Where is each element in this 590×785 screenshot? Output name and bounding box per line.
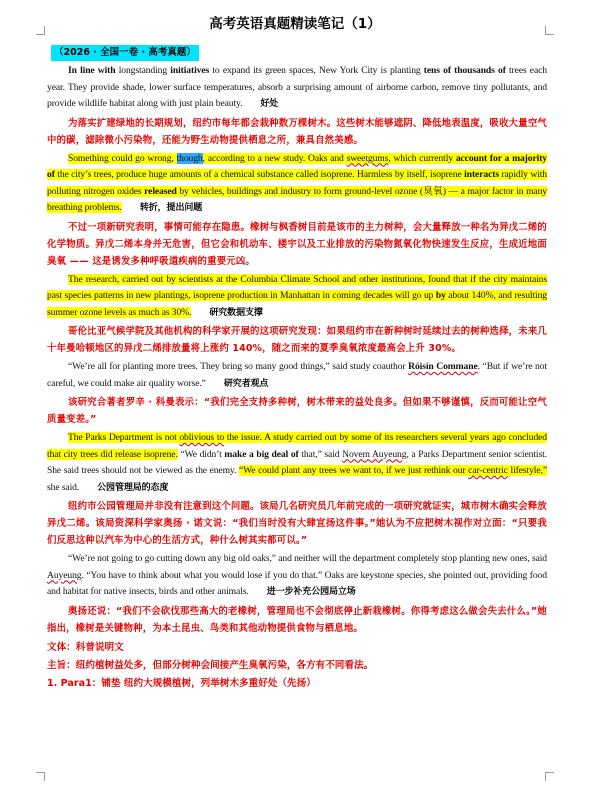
margin-note: 研究者观点 <box>223 378 269 389</box>
exam-source-tag: （2026 · 全国一卷 · 高考真题） <box>51 45 199 61</box>
chinese-translation-2: 不过一项新研究表明，事情可能存在隐患。橡树与枫香树目前是该市的主力树种，会大量释放一种名为异戊二烯的化学物质。异戊二烯本身并无危害，但它会和机动车、楼宇以及工业排放的污染物氮氧化物快速发生反应，生成近地面臭氧 —— 这是诱发多种呼吸道疾病的重要元凶。 <box>47 221 547 267</box>
document-body <box>47 42 547 693</box>
main-idea-line: 主旨：纽约植树益处多，但部分树种会间接产生臭氧污染，各方有不同看法。 <box>47 659 374 671</box>
chinese-translation-4: 该研究合著者罗辛 · 科曼表示：“我们完全支持多种树，树木带来的益处良多。但如果不够谨慎，反而可能让空气质量变差。” <box>47 397 547 425</box>
margin-note: 研究数据支撑 <box>209 307 263 318</box>
margin-note: 公园管理局的态度 <box>97 482 169 493</box>
english-paragraph-3: The research, carried out by scientists at the Columbia Climate School and other institutions, found that if the city maintains past species patterns in new plantings, isoprene production in Manhattan in coming decades will go up by about 140%, and resulting summer ozone levels as much as 30%. 研究数据支撑 <box>47 273 547 318</box>
text-type-line: 文体：科普说明文 <box>47 641 124 653</box>
margin-note: 转折，提出问题 <box>139 203 203 213</box>
chinese-translation-3: 哥伦比亚气候学院及其他机构的科学家开展的这项研究发现：如果纽约市在新种树时延续过去的树种选择，未来几十年曼哈顿地区的异戊二烯排放量将上涨约 140%，随之而来的夏季臭氧浓度最高会上升 30%。 <box>47 326 547 354</box>
english-paragraph-4: “We’re all for planting more trees. They bring so many good things,” said study coauthor Róisín Commane. “But if we’re not careful, we could make air quality worse.” 研究者观点 <box>47 361 547 389</box>
margin-note: 好处 <box>260 99 279 109</box>
chinese-translation-5: 纽约市公园管理局并非没有注意到这个问题。该局几名研究员几年前完成的一项研究就证实，城市树木确实会释放异戊二烯。该局资深科学家奥扬 · 诺文说：“我们当时没有大肆宣扬这件事。”她认为不应把树木视作对立面：“只要我们反思这种以汽车为中心的生活方式，种什么树其实都可以。” <box>47 501 547 546</box>
page-corner-mark <box>545 772 554 781</box>
english-paragraph-6: “We’re not going to go cutting down any big old oaks,” and neither will the department completely stop planting new ones, said Auyeung. “You have to think about what you would lose if you do that.” Oaks are keystone species, she pointed out, providing food and habitat for native insects, birds and other animals. 进一步补充公园局立场 <box>47 553 547 597</box>
page-title: 高考英语真题精读笔记（1） <box>209 16 381 32</box>
paragraph-1-analysis: 1. Para1：铺垫 纽约大规模植树，列举树木多重好处（先扬） <box>47 677 316 689</box>
english-paragraph-5: The Parks Department is not oblivious to the issue. A study carried out by some of its researchers several years ago concluded that city trees did release isoprene. “We didn’t make a big deal of that,” said Novem Auyeung, a Parks Department senior scientist. She said trees should not be viewed as the enemy. “We could plant any trees we want to, if we just rethink our car-centric lifestyle,” she said. 公园管理局的态度 <box>47 432 547 493</box>
english-paragraph-1: In line with longstanding initiatives to expand its green spaces, New York City is planting tens of thousands of trees each year. They provide shade, lower surface temperatures, absorb a surprising amount of airborne carbon, remove tiny pollutants, and provide wildlife habitat along with just plain beauty. 好处 <box>47 65 547 109</box>
page-corner-mark <box>36 772 45 781</box>
chinese-translation-1: 为落实扩建绿地的长期规划，纽约市每年都会栽种数万棵树木。这些树木能够遮阴、降低地表温度，吸收大量空气中的碳，滤除微小污染物，还能为野生动物提供栖息之所，兼具自然美感。 <box>47 117 547 146</box>
english-paragraph-2: Something could go wrong, though, according to a new study. Oaks and sweetgums, which currently account for a majority of the city’s trees, produce huge amounts of a chemical substance called isoprene. Harmless by itself, isoprene interacts rapidly with polluting nitrogen oxides released by vehicles, buildings and industry to form ground-level ozone (臭氧) — a major factor in many breathing problems. 转折，提出问题 <box>47 152 547 213</box>
margin-note: 进一步补充公园局立场 <box>266 587 356 597</box>
chinese-translation-6: 奥扬还说：“我们不会砍伐那些高大的老橡树，管理局也不会彻底停止新栽橡树。你得考虑这么做会失去什么。”她指出，橡树是关键物种，为本土昆虫、鸟类和其他动物提供食物与栖息地。 <box>47 605 547 634</box>
